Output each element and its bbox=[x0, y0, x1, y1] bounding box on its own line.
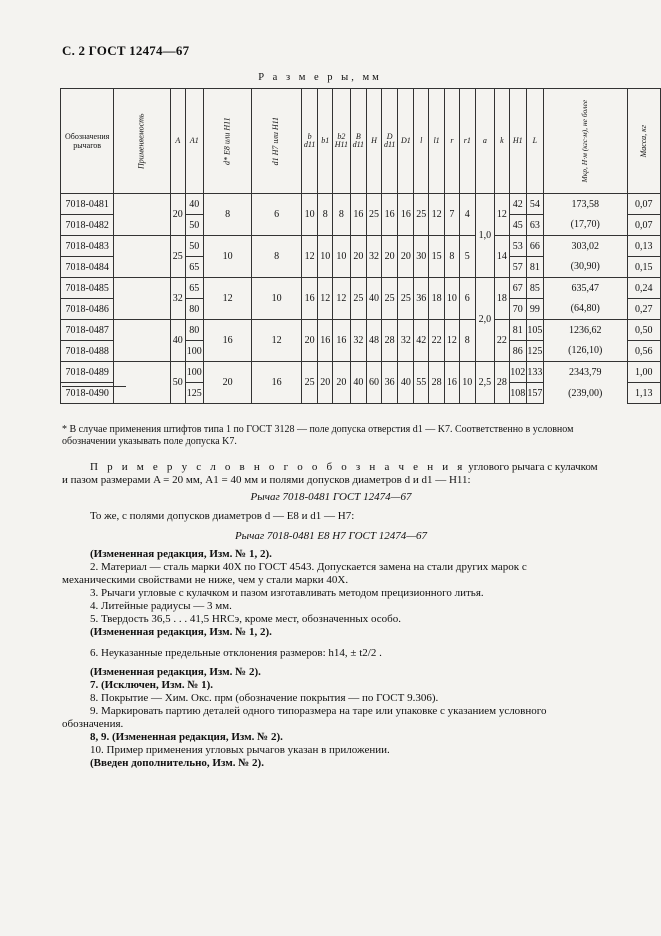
sizes-caption: Р а з м е р ы, мм bbox=[258, 72, 382, 83]
mass-cell: 0,24 bbox=[627, 278, 660, 299]
table-row bbox=[61, 320, 661, 341]
table-cell: 85 bbox=[526, 278, 543, 299]
table-cell: 133 bbox=[526, 362, 543, 383]
table-cell: 8 bbox=[252, 236, 301, 278]
table-cell: 60 bbox=[367, 362, 382, 404]
table-cell: 125 bbox=[185, 383, 203, 404]
table-cell: 25 bbox=[301, 362, 318, 404]
column-header bbox=[445, 89, 460, 194]
table-cell: 10 bbox=[333, 236, 350, 278]
table-cell: 36 bbox=[381, 362, 398, 404]
table-cell: 66 bbox=[526, 236, 543, 257]
table-cell: 16 bbox=[350, 194, 367, 236]
designation-cell: 7018-0485 bbox=[61, 278, 114, 299]
column-header bbox=[333, 89, 350, 194]
example-code-1: Рычаг 7018-0481 ГОСТ 12474—67 bbox=[250, 491, 412, 503]
table-cell: 67 bbox=[509, 278, 526, 299]
torque-cell: 303,02 bbox=[543, 236, 627, 257]
item-4: 4. Литейные радиусы — 3 мм. bbox=[90, 600, 232, 612]
torque-cell: (239,00) bbox=[543, 383, 627, 404]
table-cell: 102 bbox=[509, 362, 526, 383]
column-header-label: b2 H11 bbox=[334, 131, 348, 149]
table-cell: 40 bbox=[398, 362, 414, 404]
mass-cell: 0,07 bbox=[627, 215, 660, 236]
table-row bbox=[61, 236, 661, 257]
table-cell: 32 bbox=[367, 236, 382, 278]
column-header bbox=[367, 89, 382, 194]
table-cell: 22 bbox=[494, 320, 509, 362]
mass-cell: 0,50 bbox=[627, 320, 660, 341]
torque-cell: (30,90) bbox=[543, 257, 627, 278]
table-cell: 16 bbox=[333, 320, 350, 362]
table-cell: 100 bbox=[185, 341, 203, 362]
applicability-cell bbox=[114, 278, 171, 320]
column-header bbox=[414, 89, 429, 194]
column-header-label: D1 bbox=[400, 135, 411, 145]
table-cell: 65 bbox=[185, 257, 203, 278]
table-cell: 70 bbox=[509, 299, 526, 320]
table-cell: 10 bbox=[252, 278, 301, 320]
table-cell: 8 bbox=[459, 320, 475, 362]
a-value-cell: 1,0 bbox=[475, 194, 494, 278]
edition-note-1: (Измененная редакция, Изм. № 1, 2). bbox=[90, 548, 272, 560]
table-cell: 14 bbox=[494, 236, 509, 278]
table-cell: 50 bbox=[170, 362, 185, 404]
mass-cell: 0,13 bbox=[627, 236, 660, 257]
table-cell: 10 bbox=[459, 362, 475, 404]
table-cell: 12 bbox=[252, 320, 301, 362]
designation-cell: 7018-0482 bbox=[61, 215, 114, 236]
table-cell: 12 bbox=[333, 278, 350, 320]
torque-cell: 1236,62 bbox=[543, 320, 627, 341]
torque-cell: (64,80) bbox=[543, 299, 627, 320]
table-cell: 40 bbox=[170, 320, 185, 362]
table-cell: 6 bbox=[252, 194, 301, 236]
table-cell: 16 bbox=[398, 194, 414, 236]
table-cell: 20 bbox=[333, 362, 350, 404]
column-header bbox=[301, 89, 318, 194]
table-cell: 8 bbox=[445, 236, 460, 278]
example-lead: П р и м е р у с л о в н о г о о б о з н а ч е н и я bbox=[90, 461, 466, 473]
table-cell: 20 bbox=[301, 320, 318, 362]
table-cell: 36 bbox=[414, 278, 429, 320]
column-header-label: D d11 bbox=[383, 131, 396, 149]
page-header: С. 2 ГОСТ 12474—67 bbox=[62, 43, 190, 58]
column-header bbox=[61, 89, 114, 194]
column-header-label: A bbox=[175, 135, 181, 145]
mass-cell: 0,15 bbox=[627, 257, 660, 278]
table-cell: 100 bbox=[185, 362, 203, 383]
column-header bbox=[543, 89, 627, 194]
table-cell: 32 bbox=[350, 320, 367, 362]
table-cell: 12 bbox=[301, 236, 318, 278]
table-cell: 50 bbox=[185, 215, 203, 236]
table-cell: 8 bbox=[333, 194, 350, 236]
column-header bbox=[627, 89, 660, 194]
mass-cell: 0,27 bbox=[627, 299, 660, 320]
table-cell: 7 bbox=[445, 194, 460, 236]
designation-cell: 7018-0489 bbox=[61, 362, 114, 383]
footnote: * В случае применения штифтов типа 1 по ГОСТ 3128 — поле допуска отверстия d1 — K7. Соответственно в условном обозначении указывать поле допуска K7. bbox=[62, 424, 574, 447]
table-cell: 25 bbox=[367, 194, 382, 236]
table-row bbox=[61, 194, 661, 215]
table-cell: 8 bbox=[318, 194, 333, 236]
torque-cell: 173,58 bbox=[543, 194, 627, 215]
table-cell: 32 bbox=[170, 278, 185, 320]
table-cell: 105 bbox=[526, 320, 543, 341]
column-header bbox=[526, 89, 543, 194]
table-cell: 12 bbox=[445, 320, 460, 362]
table-cell: 16 bbox=[203, 320, 252, 362]
column-header bbox=[318, 89, 333, 194]
mass-cell: 0,07 bbox=[627, 194, 660, 215]
designation-cell: 7018-0488 bbox=[61, 341, 114, 362]
item-6: 6. Неуказанные предельные отклонения размеров: h14, ± t2/2 . bbox=[90, 647, 382, 659]
table-cell: 20 bbox=[203, 362, 252, 404]
table-cell: 65 bbox=[185, 278, 203, 299]
column-header bbox=[252, 89, 301, 194]
table-cell: 42 bbox=[509, 194, 526, 215]
table-cell: 20 bbox=[398, 236, 414, 278]
table-cell: 10 bbox=[445, 278, 460, 320]
table-cell: 81 bbox=[526, 257, 543, 278]
item-8: 8. Покрытие — Хим. Окс. прм (обозначение покрытия — по ГОСТ 9.306). bbox=[90, 692, 439, 704]
designation-cell: 7018-0484 bbox=[61, 257, 114, 278]
table-cell: 50 bbox=[185, 236, 203, 257]
table-cell: 18 bbox=[429, 278, 445, 320]
table-cell: 40 bbox=[350, 362, 367, 404]
table-cell: 12 bbox=[494, 194, 509, 236]
table-cell: 25 bbox=[414, 194, 429, 236]
column-header-label: b1 bbox=[321, 135, 330, 145]
table-cell: 53 bbox=[509, 236, 526, 257]
column-header-label: B d11 bbox=[352, 131, 365, 149]
column-header bbox=[475, 89, 494, 194]
table-cell: 48 bbox=[367, 320, 382, 362]
table-cell: 22 bbox=[429, 320, 445, 362]
column-header-label: H bbox=[371, 135, 377, 145]
table-cell: 25 bbox=[381, 278, 398, 320]
applicability-cell bbox=[114, 320, 171, 362]
table-cell: 80 bbox=[185, 299, 203, 320]
table-cell: 16 bbox=[445, 362, 460, 404]
edition-note-2: (Измененная редакция, Изм. № 1, 2). bbox=[90, 626, 272, 638]
table-cell: 20 bbox=[170, 194, 185, 236]
item-9: 9. Маркировать партию деталей одного типоразмера на таре или упаковке с указанием условного обозначения. bbox=[62, 705, 547, 730]
item-7: 7. (Исключен, Изм. № 1). bbox=[90, 679, 214, 691]
column-header bbox=[114, 89, 171, 194]
item-8-9: 8, 9. (Измененная редакция, Изм. № 2). bbox=[90, 731, 283, 743]
torque-cell: 2343,79 bbox=[543, 362, 627, 383]
table-cell: 80 bbox=[185, 320, 203, 341]
table-cell: 10 bbox=[301, 194, 318, 236]
table-cell: 16 bbox=[301, 278, 318, 320]
table-cell: 5 bbox=[459, 236, 475, 278]
column-header-label: Mкр, Н·м (кгс·м), не более bbox=[580, 99, 590, 183]
column-header-label: H1 bbox=[512, 135, 523, 145]
table-cell: 57 bbox=[509, 257, 526, 278]
torque-cell: 635,47 bbox=[543, 278, 627, 299]
column-header-label: L bbox=[532, 135, 538, 145]
a-value-cell: 2,0 bbox=[475, 278, 494, 362]
table-row bbox=[61, 362, 661, 383]
table-cell: 40 bbox=[367, 278, 382, 320]
designation-cell: 7018-0487 bbox=[61, 320, 114, 341]
table-cell: 63 bbox=[526, 215, 543, 236]
introduced-note: (Введен дополнительно, Изм. № 2). bbox=[90, 757, 264, 769]
table-cell: 32 bbox=[398, 320, 414, 362]
table-cell: 15 bbox=[429, 236, 445, 278]
column-header-label: Применяемость bbox=[136, 113, 146, 169]
table-cell: 16 bbox=[381, 194, 398, 236]
table-cell: 25 bbox=[350, 278, 367, 320]
table-cell: 18 bbox=[494, 278, 509, 320]
table-cell: 10 bbox=[318, 236, 333, 278]
mass-cell: 1,00 bbox=[627, 362, 660, 383]
designation-cell: 7018-0490 bbox=[61, 383, 114, 404]
designation-cell: 7018-0486 bbox=[61, 299, 114, 320]
item-5: 5. Твердость 36,5 . . . 41,5 HRCэ, кроме мест, обозначенных особо. bbox=[90, 613, 402, 625]
table-cell: 30 bbox=[414, 236, 429, 278]
table-cell: 86 bbox=[509, 341, 526, 362]
table-cell: 28 bbox=[429, 362, 445, 404]
dimensions-table bbox=[60, 88, 661, 404]
item-3: 3. Рычаги угловые с кулачком и пазом изготавливать методом прецизионного литья. bbox=[90, 587, 484, 599]
column-header-label: d1 H7 или H11 bbox=[271, 116, 281, 166]
column-header-label: r bbox=[450, 135, 454, 145]
column-header bbox=[381, 89, 398, 194]
footnote-rule bbox=[62, 386, 126, 387]
item-2: 2. Материал — сталь марки 40Х по ГОСТ 4543. Допускается замена на стали других марок с механическими свойствами не ниже, чем у стали марки 40Х. bbox=[62, 561, 527, 586]
table-cell: 20 bbox=[350, 236, 367, 278]
designation-cell: 7018-0481 bbox=[61, 194, 114, 215]
column-header-label: a bbox=[482, 135, 487, 145]
column-header-label: Масса, кг bbox=[638, 124, 648, 158]
column-header bbox=[350, 89, 367, 194]
table-cell: 4 bbox=[459, 194, 475, 236]
column-header bbox=[429, 89, 445, 194]
example-code-2: Рычаг 7018-0481 E8 H7 ГОСТ 12474—67 bbox=[234, 530, 428, 542]
table-cell: 16 bbox=[318, 320, 333, 362]
table-cell: 10 bbox=[203, 236, 252, 278]
column-header bbox=[185, 89, 203, 194]
mass-cell: 1,13 bbox=[627, 383, 660, 404]
column-header bbox=[459, 89, 475, 194]
table-cell: 42 bbox=[414, 320, 429, 362]
table-cell: 20 bbox=[381, 236, 398, 278]
table-cell: 125 bbox=[526, 341, 543, 362]
column-header-label: k bbox=[500, 135, 504, 145]
column-header-label: l1 bbox=[433, 135, 440, 145]
mass-cell: 0,56 bbox=[627, 341, 660, 362]
table-cell: 16 bbox=[252, 362, 301, 404]
table-cell: 108 bbox=[509, 383, 526, 404]
table-cell: 157 bbox=[526, 383, 543, 404]
applicability-cell bbox=[114, 236, 171, 278]
column-header-label: r1 bbox=[463, 135, 471, 145]
table-cell: 28 bbox=[494, 362, 509, 404]
column-header bbox=[494, 89, 509, 194]
table-cell: 99 bbox=[526, 299, 543, 320]
applicability-cell bbox=[114, 362, 171, 404]
table-cell: 20 bbox=[318, 362, 333, 404]
column-header-label: b d11 bbox=[303, 131, 316, 149]
table-cell: 12 bbox=[429, 194, 445, 236]
column-header bbox=[170, 89, 185, 194]
column-header bbox=[203, 89, 252, 194]
table-cell: 6 bbox=[459, 278, 475, 320]
table-cell: 12 bbox=[318, 278, 333, 320]
column-header-label: l bbox=[420, 135, 423, 145]
column-header-label: d* E8 или H11 bbox=[222, 117, 232, 165]
table-row bbox=[61, 278, 661, 299]
table-cell: 12 bbox=[203, 278, 252, 320]
table-cell: 40 bbox=[185, 194, 203, 215]
edition-note-3: (Измененная редакция, Изм. № 2). bbox=[90, 666, 261, 678]
table-cell: 81 bbox=[509, 320, 526, 341]
example-2-text: То же, с полями допусков диаметров d — E8 и d1 — H7: bbox=[90, 510, 355, 522]
table-cell: 8 bbox=[203, 194, 252, 236]
column-header-label: A1 bbox=[189, 135, 199, 145]
example-designation bbox=[62, 461, 600, 487]
table-cell: 25 bbox=[170, 236, 185, 278]
example-text: углового рычага с кулачком и пазом размерами A = 20 мм, A1 = 40 мм и полями допусков диаметров d и d1 — H11: bbox=[62, 461, 598, 486]
table-cell: 25 bbox=[398, 278, 414, 320]
table-cell: 54 bbox=[526, 194, 543, 215]
table-cell: 28 bbox=[381, 320, 398, 362]
table-cell: 45 bbox=[509, 215, 526, 236]
table-cell: 55 bbox=[414, 362, 429, 404]
column-header-label: Обозначения рычагов bbox=[64, 131, 110, 150]
column-header bbox=[398, 89, 414, 194]
a-value-cell: 2,5 bbox=[475, 362, 494, 404]
torque-cell: (17,70) bbox=[543, 215, 627, 236]
item-10: 10. Пример применения угловых рычагов указан в приложении. bbox=[90, 744, 390, 756]
designation-cell: 7018-0483 bbox=[61, 236, 114, 257]
torque-cell: (126,10) bbox=[543, 341, 627, 362]
applicability-cell bbox=[114, 194, 171, 236]
column-header bbox=[509, 89, 526, 194]
